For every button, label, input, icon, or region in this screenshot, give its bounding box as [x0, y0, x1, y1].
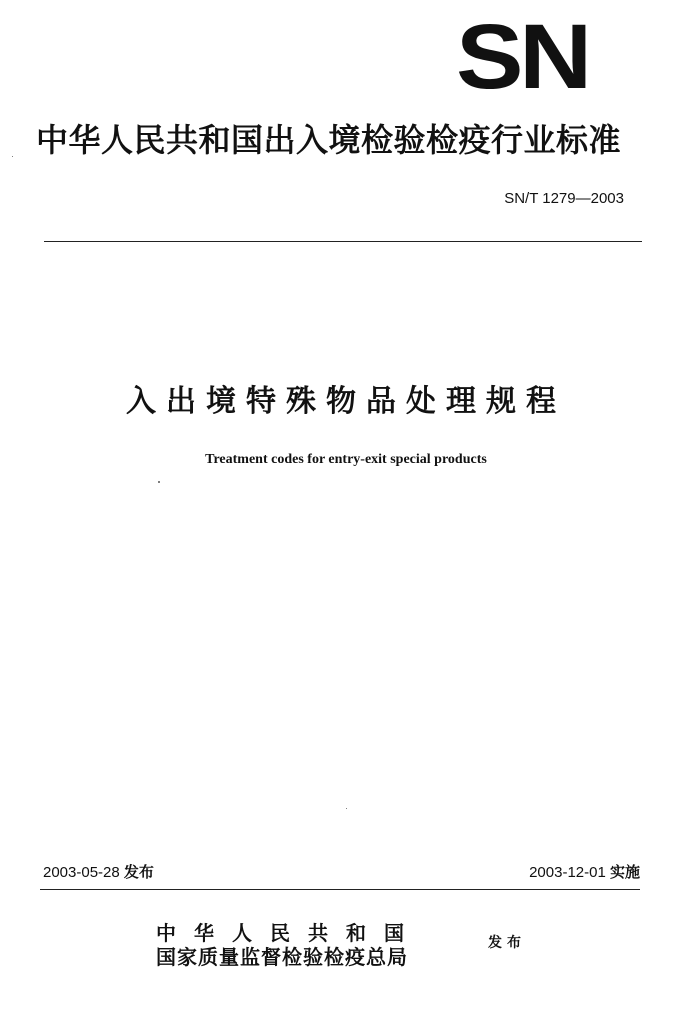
implement-date: 2003-12-01 — [529, 864, 606, 881]
standard-number: SN/T 1279—2003 — [504, 190, 624, 207]
document-title-chinese: 入出境特殊物品处理规程 — [126, 384, 566, 419]
issuer-action: 发布 — [488, 935, 526, 951]
issue-label: 发布 — [123, 863, 154, 881]
issuer-country: 中华人民共和国 — [156, 921, 422, 945]
scan-speck — [158, 481, 160, 483]
document-title-english: Treatment codes for entry-exit special products — [205, 452, 487, 467]
scan-speck — [346, 808, 347, 809]
issue-date: 2003-05-28 — [43, 864, 120, 881]
sn-logo: SN — [456, 6, 588, 108]
scan-speck — [12, 156, 13, 157]
implement-date-line — [529, 862, 640, 883]
header-divider — [44, 241, 642, 242]
implement-label: 实施 — [609, 863, 640, 881]
issuer-agency: 国家质量监督检验检疫总局 — [156, 945, 408, 969]
footer-divider — [40, 889, 640, 890]
issue-date-line — [43, 862, 154, 883]
standard-authority-title: 中华人民共和国出入境检验检疫行业标准 — [36, 121, 622, 159]
